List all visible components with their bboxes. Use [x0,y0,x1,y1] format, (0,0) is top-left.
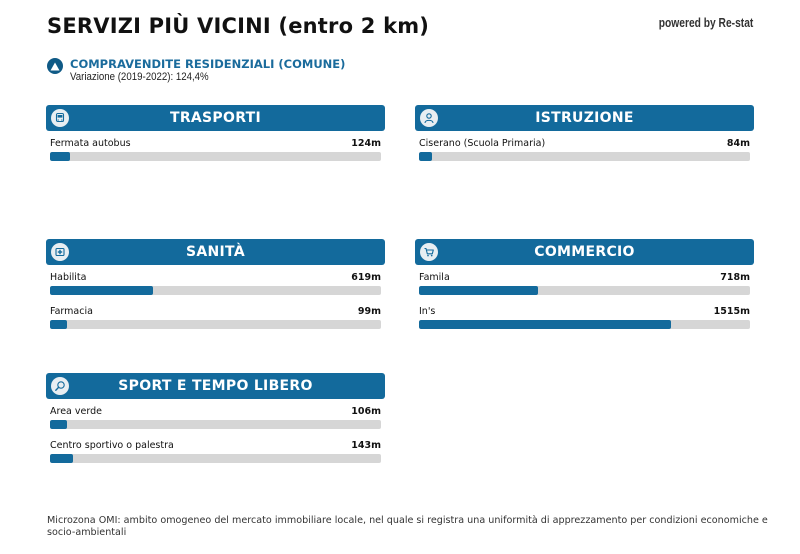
distance-bar [419,320,750,329]
list-item [46,399,385,433]
item-name: Habilita [50,272,87,283]
list-item [415,265,754,299]
page-title: SERVIZI PIÙ VICINI (entro 2 km) [47,14,430,38]
student-icon [420,109,438,127]
item-distance: 143m [351,440,381,451]
list-item [46,131,385,165]
item-distance: 1515m [713,306,750,317]
triangle-up-icon [47,58,63,74]
item-distance: 84m [726,138,750,149]
item-distance: 718m [720,272,750,283]
section-sanita [46,239,385,333]
section-title: ISTRUZIONE [535,110,634,126]
trend-block [47,57,345,84]
distance-bar-fill [419,320,671,329]
section-header [46,373,385,399]
distance-bar [50,454,381,463]
list-item [46,433,385,467]
item-distance: 99m [357,306,381,317]
distance-bar [50,152,381,161]
list-item [415,299,754,333]
item-name: Area verde [50,406,102,417]
item-name: Centro sportivo o palestra [50,440,174,451]
section-header [46,239,385,265]
distance-bar-fill [50,286,153,295]
distance-bar-fill [419,286,538,295]
section-istruzione [415,105,754,165]
list-item [46,265,385,299]
distance-bar-fill [50,420,67,429]
distance-bar-fill [50,454,73,463]
item-name: Famila [419,272,450,283]
item-distance: 619m [351,272,381,283]
section-header [46,105,385,131]
distance-bar [419,286,750,295]
section-sport [46,373,385,467]
list-item [46,299,385,333]
trend-title: COMPRAVENDITE RESIDENZIALI (COMUNE) [70,57,346,71]
section-title: COMMERCIO [534,244,635,260]
tennis-icon [51,377,69,395]
medical-icon [51,243,69,261]
distance-bar-fill [419,152,432,161]
section-title: TRASPORTI [169,110,262,126]
distance-bar-fill [50,152,70,161]
distance-bar [50,286,381,295]
item-name: Ciserano (Scuola Primaria) [419,138,546,149]
section-header [415,239,754,265]
section-header [415,105,754,131]
distance-bar [419,152,750,161]
cart-icon [420,243,438,261]
distance-bar [50,420,381,429]
footnote: Microzona OMI: ambito omogeneo del mercato immobiliare locale, nel quale si registra una uniformità di apprezzamento per condizioni economiche e socio-ambientali [47,515,768,538]
item-name: Fermata autobus [50,138,131,149]
section-commercio [415,239,754,333]
distance-bar-fill [50,320,67,329]
powered-by-label: powered by Re-stat [658,16,753,30]
trend-subtitle: Variazione (2019-2022): 124,4% [70,71,209,83]
section-title: SANITÀ [186,244,245,260]
distance-bar [50,320,381,329]
item-distance: 106m [351,406,381,417]
list-item [415,131,754,165]
item-distance: 124m [351,138,381,149]
bus-icon [51,109,69,127]
item-name: In's [419,306,436,317]
section-title: SPORT E TEMPO LIBERO [118,378,313,394]
item-name: Farmacia [50,306,93,317]
section-trasporti [46,105,385,165]
